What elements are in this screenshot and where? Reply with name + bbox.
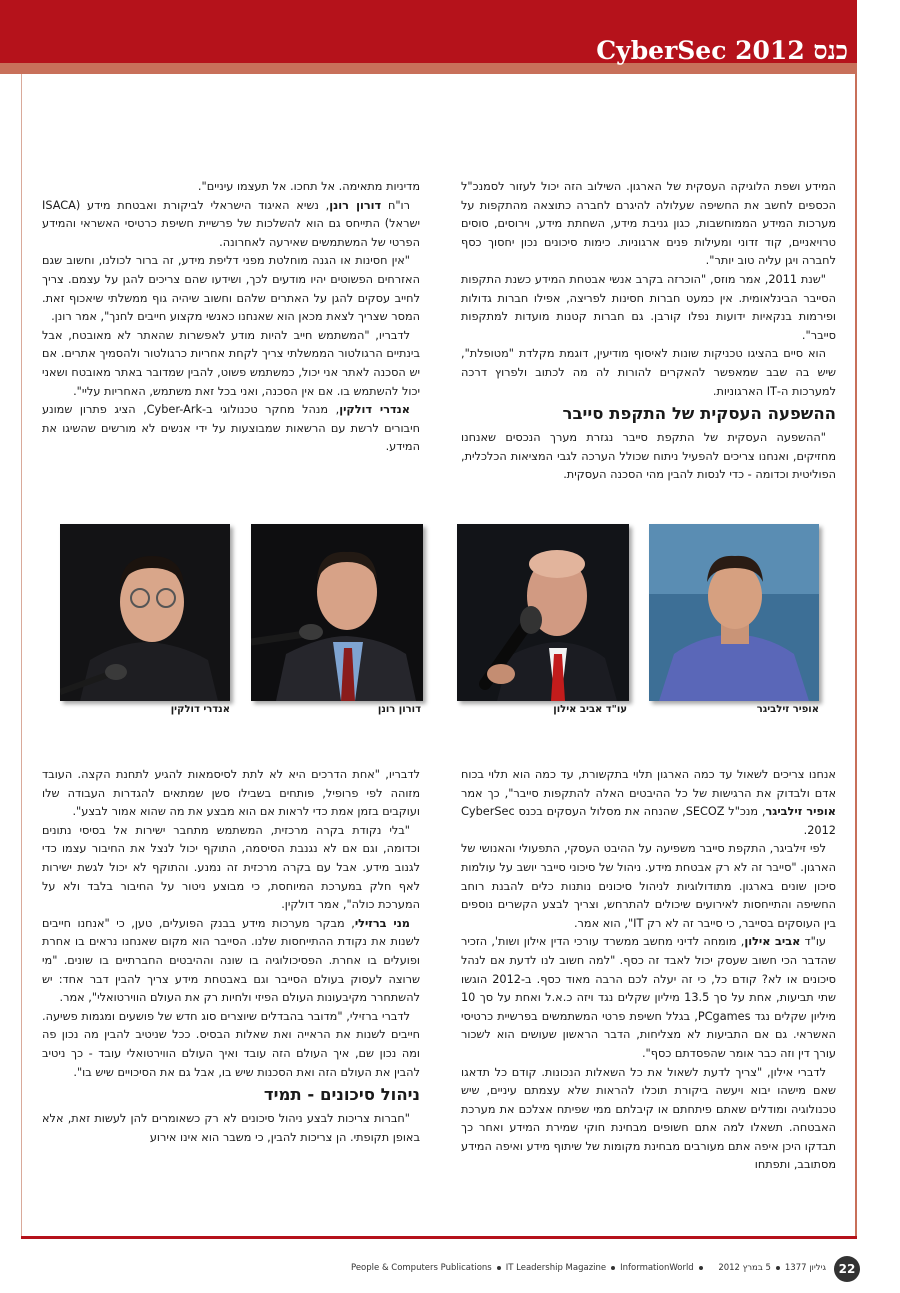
text-run: , מבקר מערכות מידע בבנק הפועלים, טען, כי "אנחנו חייבים לשנות את נקודת ההתייחסות שלנו. הסייבר הוא מקום שאנחנו נראים בו אחרת ופועלים בו אחרת. הפסיכולוגיה בו שונה וההיבטים החברתיים בו שונים. "מי שרוצה לעסוק בעולם הסייבר וגם באבטחת מידע צריך להבין דבר אחד: יש להשתחרר מקיבעונות העולם הפיזי ולחיות רק את העולם הווירטואלי", אמר. — [42, 916, 420, 1005]
speaker-name: מני ברזילי — [354, 916, 410, 930]
paragraph: לדברי אילון, "צריך לדעת לשאול את כל השאלות הנכונות. קודם כל תדאגו שאם מישהו יבוא ויעשה ביקורת תוכלו להראות שלא עצמתם עיניים, שיש טכנולוגיה ומודלים שאתם פיתחתם או קיבלתם ממי שפיתח אצלכם את מערכת האבטחה. תשאלו למה אתם חשופים מבחינת חוקי שמירת המידע ואחר כך תבדקו היכן איפה אתם מעורבים מבחינת מקומות של שיתוף מידע ואיפה המידע מסתובב, ותפתחו — [461, 1065, 836, 1172]
photo-caption: עו"ד אביב אילון — [553, 704, 627, 715]
paragraph: "ההשפעה העסקית של התקפת סייבר נגזרת מערך הנכסים שאנחנו מחזיקים, ואנחנו צריכים להפעיל ניתוח שכולל הערכה לגבי המציאות הכלכלית, הפוליטית וכדומה - כדי לנסות להבין מהי הסכנה העסקית. — [461, 431, 836, 482]
paragraph: "אין חסינות או הגנה מוחלטת מפני דליפת מידע, זה ברור לכולנו, וחשוב שגם האזרחים הפשוטים יהיו מודעים לכך, ושידעו שהם צריכים להגן על עצמם. צריך לחייב עסקים להגן על האתרים שלהם וחשוב שיהיה גוף ממשלתי שיאכוף זאת. המסר שצריך לצאת מכאן הוא שאנחנו כאנשי מקצוע חייבים לחנך", אמר רונן. — [42, 254, 420, 324]
paragraph: מדיניות מתאימה. אל תחכו. אל תעצמו עיניים". — [197, 180, 420, 193]
text-run: רו"ח — [381, 198, 410, 212]
footer-rule — [21, 1236, 857, 1239]
bullet-icon — [699, 1266, 703, 1270]
text-run: אנחנו צריכים לשאול עד כמה הארגון תלוי בתקשורת, עד כמה הוא תלוי בכוח אדם ולבדוק את הרגישות של כל ההיבטים האלה להתקפות סייבר", כך אמר — [461, 768, 836, 800]
bullet-icon — [497, 1266, 501, 1270]
publication-name: InformationWorld — [620, 1263, 694, 1273]
text-run: , נשיא האיגוד הישראלי לביקורת ואבטחת מידע (ISACA ישראל) התייחס גם הוא להשלכות של פרשיית חשיפת כרטיסי האשראי והמידע הפרטי של המשתמשים שאירעה לאחרונה. — [42, 198, 420, 249]
text-run: , מומחה לדיני מחשב ממשרד עורכי הדין אילון ושות', הזכיר שהדבר הכי חשוב שעסק יכול לאבד זה כסף. "למה חשוב לנו לדעת אם לנהל סיכונים או לא? קודם כל, כי זה יעלה לכם הרבה מאוד כסף. ב-2012 הוגשו שתי תביעות, אחת על סך 13.5 מיליון שקלים נגד ויזה כ.א.ל ואחת על סך 10 מיליון שקלים נגד PCgames, בגלל חשיפת פרטי המשתמשים בפרשיית כרטיסי האשראי. גם אם התביעות לא מצליחות, הדבר הראשון שעושים הוא לשכור עורך דין וזה כבר אומר שהפסדתם כסף". — [461, 935, 837, 1060]
article-column-bottom-right — [461, 766, 836, 1175]
paragraph: לדברי ברזילי, "מדובר בהבדלים שיוצרים סוג חדש של פושעים ומגמות פשיעה. חייבים לשנות את הראייה ואת שאלות הבסיס. ככל שניטיב להבין מה נכון פה ומה נכון שם, איך העולם הזה עובד ואיך העולם הווירטואלי עובד - כך ניטיב להבין את העולם הזה ואת הסכנות שיש בו, אבל גם את הסיכויים שיש בו". — [42, 1009, 420, 1079]
paragraph: לפי זילביגר, התקפת סייבר משפיעה על ההיבט העסקי, התפעולי והאנושי של הארגון. "סייבר זה לא רק אבטחת מידע. ניהול של סיכוני סייבר יושב על עולמות סיכון שונים בארגון. מתודולוגיות לניהול סיכונים נותנות כלים להבנת רוחב החשיפה והתייחסות לאירועים שיכולים להתרחש, וצריך לבצע הקשרים נוספים בין העוסקים בסייבר, כי סייבר זה לא רק IT", הוא אמר. — [461, 842, 836, 930]
text-run: עו"ד — [800, 935, 827, 949]
publication-name: People & Computers Publications — [351, 1263, 492, 1273]
speaker-name: אופיר זילביגר — [765, 805, 837, 819]
section-heading: ההשפעה העסקית של התקפת סייבר — [562, 404, 836, 424]
issue-number: גיליון 1377 — [784, 1263, 826, 1273]
paragraph — [461, 766, 836, 840]
article-column-top-left — [42, 178, 420, 457]
paragraph: המידע ושפת הלוגיקה העסקית של הארגון. השילוב הזה יכול לעזור לסמנכ"ל הכספים לחשב את החשיפה שעלולה להיגרם לחברה כתוצאה מהתקפות על מערכות המידע הממוחשבות, כגון גניבת מידע, השחתת מידע, וירוסים, סוסים טרויאניים, קוד זדוני ומעילות פנים ארגוניות. כימות סיכונים נכון יחסוך כסף לחברה ויגן עליה טוב יותר". — [461, 180, 836, 268]
issue-info — [718, 1263, 826, 1273]
speaker-name: אביב אילון — [744, 935, 801, 949]
speaker-photo-ronen — [251, 524, 423, 701]
paragraph — [42, 197, 420, 253]
paragraph: הוא סיים בהציגו טכניקות שונות לאיסוף מודיעין, דוגמת מקלדת "מטופלת", שיש בה שבב שמאפשר להאקרים להורות לה מה לכתוב ולפרוץ דרכה למערכות ה-IT הארגוניות. — [461, 347, 836, 398]
article-column-top-right — [461, 178, 836, 485]
person-photo-icon — [457, 524, 629, 701]
speaker-name: אנדרי דולקין — [339, 403, 410, 417]
text-run: , מנהל מחקר טכנולוגי ב-Cyber-Ark, הציג פתרון שמונע חיבורים לרשת עם הרשאות שמבוצעות על ידי אנשים לא מורשים שהשיגו את המידע. — [42, 403, 420, 454]
frame-left-rule — [21, 74, 22, 1239]
page-number-badge: 22 — [834, 1256, 860, 1282]
person-photo-icon — [60, 524, 230, 701]
paragraph: לדבריו, "המשתמש חייב להיות מודע לאפשרות שהאתר לא מאובטח, אבל בינתיים הרגולטור הממשלתי צריך לקחת אחריות כרגולטור ולהסמיך אתרים. אם יש הסכנה לאתר אני יכול, כמשתמש פשוט, להבין שמדובר באתר מאובטח ושאני יכול להשתמש בו. אם אין הסכנה, ואני בכל זאת משתמש, האחריות עליי". — [42, 328, 420, 398]
person-photo-icon — [649, 524, 819, 701]
speaker-photo-ilon — [457, 524, 629, 701]
paragraph — [42, 401, 420, 457]
text-run: , מנכ"ל SECOZ, שהנחה את מסלול העסקים בכנס CyberSec 2012. — [461, 805, 836, 837]
section-heading: ניהול סיכונים - תמיד — [263, 1085, 420, 1105]
photo-caption: דורון רונן — [377, 704, 421, 715]
frame-right-rule — [855, 74, 857, 1239]
paragraph: "בלי נקודת בקרה מרכזית, המשתמש מתחבר ישירות אל בסיסי נתונים וכדומה, וגם אם לא נגנבת הסיסמה, התוקף יכול לנצל את החיבור עצמו כדי לגנוב מידע. אבל עם בקרה מרכזית זה נמנע. והתוקף לא יכול לגשת ישירות לאף חלק במערכת המיוחסת, כי מבוצע ניטור על החיבור בלבד ולא על המערכת כולה", אמר דולקין. — [42, 823, 420, 912]
speaker-photo-dolkin — [60, 524, 230, 701]
paragraph: לדבריו, "אחת הדרכים היא לא לתת לסיסמאות להגיע לתחנת הקצה. העובד מזוהה לפי פרופיל, פותחים בשבילו סשן שמתאים להגדרות העבודה שלו ועוקבים בזמן אמת כדי לראות אם הוא מבצע את מה שהוא אמור לבצע". — [42, 768, 420, 819]
paragraph: "חברות צריכות לבצע ניהול סיכונים לא רק כשאומרים להן לעשות זאת, אלא באופן תקופתי. הן צריכות להבין, כי משבר הוא אינו אירוע — [42, 1112, 420, 1144]
paragraph — [461, 933, 836, 1063]
article-column-bottom-left — [42, 766, 420, 1147]
paragraph — [42, 915, 420, 1008]
paragraph: "שנת 2011, אמר מוזס, "הוכרזה בקרב אנשי אבטחת המידע כשנת התקפות הסייבר הבינלאומית. אין כמעט חברות חסינות לפריצה, אפילו חברות גדולות ופירמות בנקאיות ידועות נפלו קורבן. גם חברות קטנות מועדות למתקפות סייבר". — [461, 272, 836, 342]
speaker-name: דורון רונן — [329, 198, 382, 212]
bullet-icon — [611, 1266, 615, 1270]
photo-caption: אנדרי דולקין — [170, 704, 230, 715]
photo-caption: אופיר זילביגר — [756, 704, 819, 715]
publication-name: IT Leadership Magazine — [505, 1263, 607, 1273]
person-photo-icon — [251, 524, 423, 701]
publications-list — [351, 1263, 708, 1273]
bullet-icon — [776, 1266, 780, 1270]
page-title: כנס CyberSec 2012 — [596, 36, 848, 65]
speaker-photo-zilbiger — [649, 524, 819, 701]
issue-date: 5 במרץ 2012 — [718, 1263, 771, 1273]
